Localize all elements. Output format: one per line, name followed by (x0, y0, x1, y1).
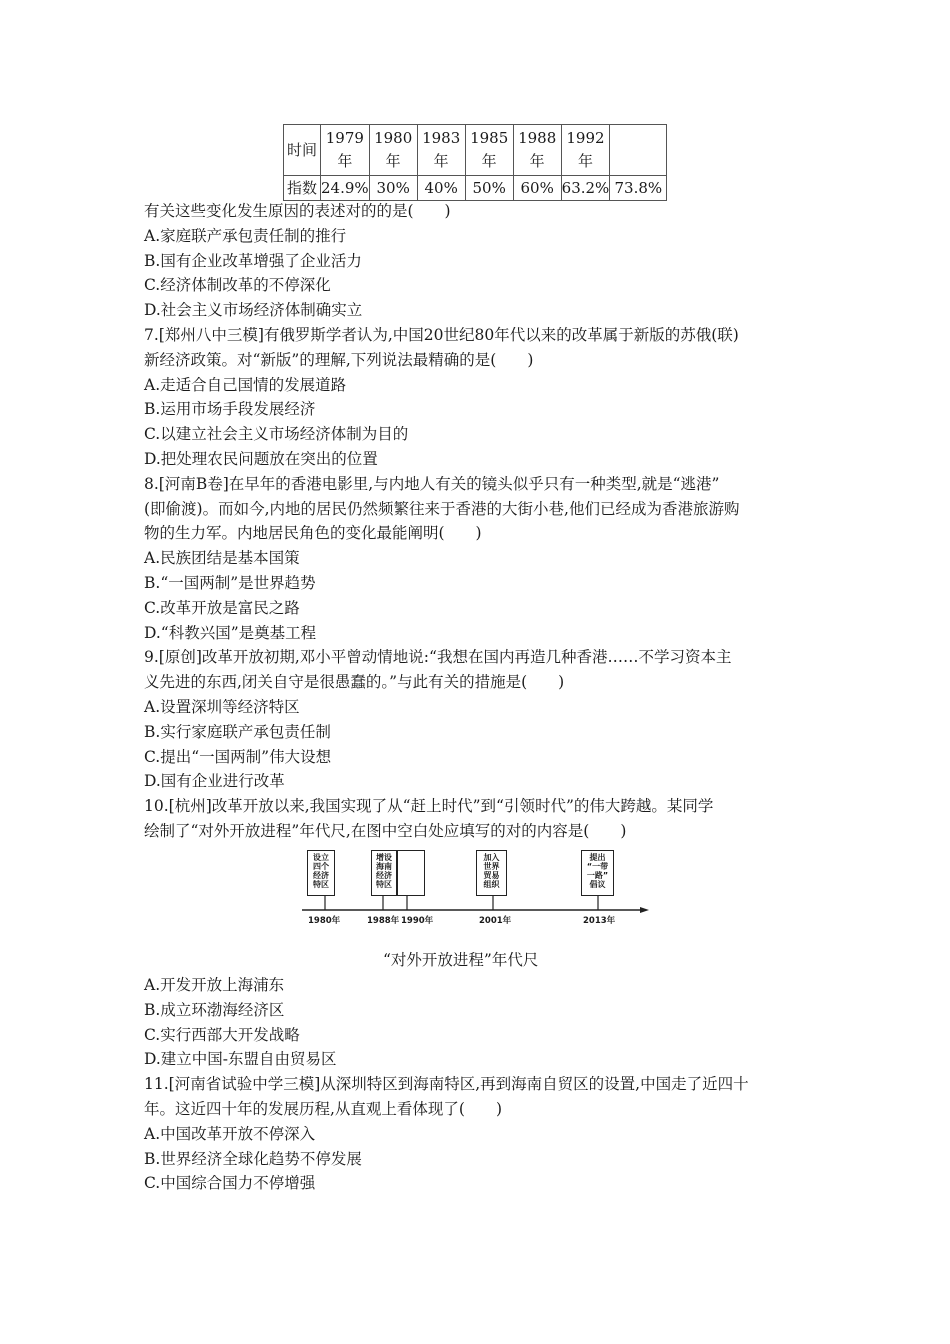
option-line: B.运用市场手段发展经济 (144, 400, 316, 419)
option-line: A.民族团结是基本国策 (144, 549, 300, 568)
table-cell: 40% (417, 176, 465, 201)
table-cell: 1992 年 (561, 125, 610, 176)
timeline-year-label: 1980年 (308, 916, 341, 926)
option-line: A.家庭联产承包责任制的推行 (144, 226, 347, 245)
text-line: 7.[郑州八中三模]有俄罗斯学者认为,中国20世纪80年代以来的改革属于新版的苏俄(联) (144, 325, 739, 344)
timeline-box-1988: 增设 海南 经济 特区 (371, 850, 397, 896)
timeline-year-label: 2001年 (479, 916, 512, 926)
option-line: C.经济体制改革的不停深化 (144, 276, 331, 295)
text-line: 10.[杭州]改革开放以来,我国实现了从“赶上时代”到“引领时代”的伟大跨越。某同学 (144, 797, 714, 816)
option-line: C.提出“一国两制”伟大设想 (144, 747, 332, 766)
table-row (284, 176, 667, 201)
text-line: 9.[原创]改革开放初期,邓小平曾动情地说:“我想在国内再造几种香港……不学习资本主 (144, 648, 732, 667)
option-line: B.“一国两制”是世界趋势 (144, 573, 316, 592)
text-line: (即偷渡)。而如今,内地的居民仍然频繁往来于香港的大街小巷,他们已经成为香港旅游购 (144, 499, 740, 518)
table-row (284, 125, 667, 176)
table-cell: 30% (369, 176, 417, 201)
timeline-box-1990-blank (397, 850, 425, 896)
text-line: 绘制了“对外开放进程”年代尺,在图中空白处应填写的对的内容是( ) (144, 821, 627, 840)
table-header-index: 指数 (284, 176, 321, 201)
option-line: C.以建立社会主义市场经济体制为目的 (144, 425, 409, 444)
option-line: D.把处理农民问题放在突出的位置 (144, 449, 378, 468)
table-cell: 50% (465, 176, 513, 201)
option-line: B.成立环渤海经济区 (144, 1000, 285, 1019)
table-cell (610, 125, 667, 176)
table-cell: 1983 年 (417, 125, 465, 176)
option-line: D.社会主义市场经济体制确实立 (144, 301, 363, 320)
timeline-box-1980: 设立 四个 经济 特区 (307, 850, 335, 896)
text-line: 有关这些变化发生原因的表述对的的是( ) (144, 202, 451, 220)
question-block-2 (144, 973, 824, 1196)
option-line: A.走适合自己国情的发展道路 (144, 375, 347, 394)
option-line: B.世界经济全球化趋势不停发展 (144, 1149, 362, 1168)
timeline-year-label: 1988年 (367, 916, 400, 926)
option-line: A.开发开放上海浦东 (144, 976, 285, 994)
table-cell: 60% (513, 176, 561, 201)
option-line: A.设置深圳等经济特区 (144, 697, 300, 716)
timeline-year-label: 2013年 (583, 916, 616, 926)
option-line: D.国有企业进行改革 (144, 772, 285, 791)
question-block-1 (144, 199, 824, 844)
table-cell: 1988 年 (513, 125, 561, 176)
table-cell: 63.2% (561, 176, 610, 201)
index-table (283, 124, 667, 201)
figure-caption: “对外开放进程”年代尺 (383, 951, 539, 969)
option-line: A.中国改革开放不停深入 (144, 1124, 316, 1143)
timeline-box-2001: 加入 世界 贸易 组织 (476, 850, 507, 896)
table-cell: 24.9% (321, 176, 370, 201)
text-line: 8.[河南B卷]在早年的香港电影里,与内地人有关的镜头似乎只有一种类型,就是“逃港” (144, 474, 720, 493)
table-header-time: 时间 (284, 125, 321, 176)
timeline-diagram (300, 846, 650, 930)
option-line: C.改革开放是富民之路 (144, 598, 300, 617)
table-cell: 1979 年 (321, 125, 370, 176)
table-cell: 73.8% (610, 176, 667, 201)
table-cell: 1985 年 (465, 125, 513, 176)
text-line: 义先进的东西,闭关自守是很愚蠢的。”与此有关的措施是( ) (144, 673, 565, 692)
text-line: 年。这近四十年的发展历程,从直观上看体现了( ) (144, 1099, 503, 1118)
text-line: 11.[河南省试验中学三模]从深圳特区到海南特区,再到海南自贸区的设置,中国走了近四十 (144, 1075, 749, 1094)
option-line: C.中国综合国力不停增强 (144, 1174, 316, 1193)
table-cell: 1980 年 (369, 125, 417, 176)
option-line: B.国有企业改革增强了企业活力 (144, 251, 362, 270)
timeline-box-2013: 提出 “一带 一路” 倡议 (581, 850, 614, 896)
text-line: 新经济政策。对“新版”的理解,下列说法最精确的是( ) (144, 350, 534, 369)
timeline-year-label: 1990年 (401, 916, 434, 926)
option-line: D.“科教兴国”是奠基工程 (144, 623, 317, 642)
option-line: B.实行家庭联产承包责任制 (144, 722, 331, 741)
text-line: 物的生力军。内地居民角色的变化最能阐明( ) (144, 524, 482, 543)
option-line: C.实行西部大开发战略 (144, 1025, 300, 1044)
option-line: D.建立中国-东盟自由贸易区 (144, 1050, 337, 1069)
